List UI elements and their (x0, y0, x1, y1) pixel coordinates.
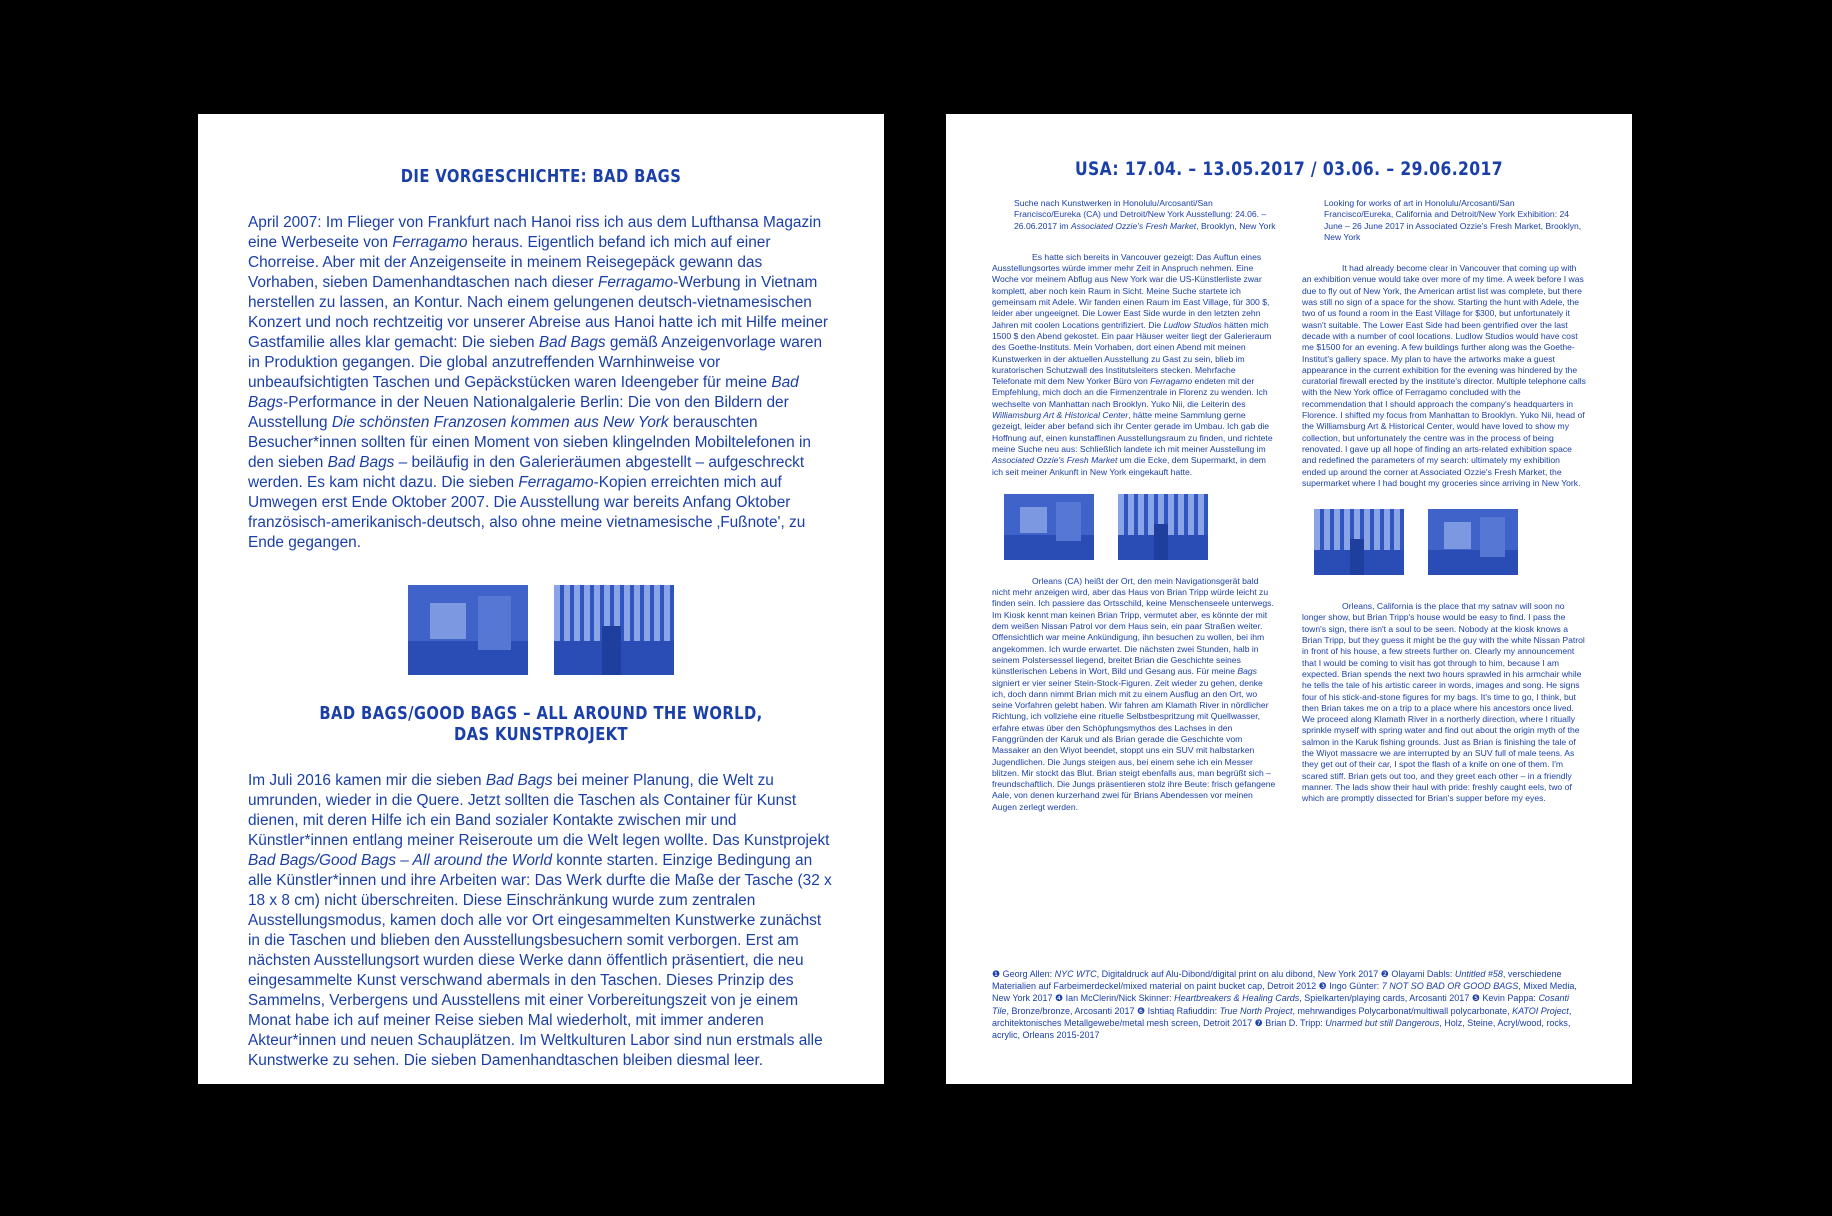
page-title: DIE VORGESCHICHTE: BAD BAGS (400, 166, 682, 187)
photo-market-aisle (1314, 509, 1404, 575)
photo-market-shelves (1118, 494, 1208, 560)
text-en-2: Orleans, California is the place that my satnav will soon no longer show, but Brian Tripp's house would be easy to find. I pass the town's sign, there isn't a soul to be seen. Nobody at the kiosk knows a Brian Tripp, but they guess it might be the guy with the white Nissan Patrol in front of his house, a few streets further on. Clearly my announcement that I would be coming to visit has got through to him, because I am expected. Brian spends the next two hours sprawled in his armchair while he tells the tale of his artistic career in words, images and song. He signs four of his stick-and-stone figures for my bags. It's time to go, I think, but then Brian takes me on a trip to a place where his ancestors once lived. We proceed along Klamath River in a northerly direction, where I ritually sprinkle myself with spring water and find out about the origin myth of the salmon in the Karuk fishing grounds. Just as Brian is finishing the tale of the Wiyot massacre we are interrupted by an SUV full of male teens. As they get out of their car, I spot the flash of a knife on one of them. I'm scared stiff. Brian gets out too, and they greet each other – in a friendly manner. The lads show their haul with pride: freshly caught eels, two of which are promptly dissected for Brian's supper before my eyes. (1302, 601, 1585, 804)
left-page (198, 114, 884, 1084)
right-page (946, 114, 1632, 1084)
intro-paragraph: April 2007: Im Flieger von Frankfurt nach Hanoi riss ich aus dem Lufthansa Magazin eine Werbeseite von Ferragamo heraus. Eigentlich befand ich mich auf einer Chorreise. Aber mit der Anzeigenseite in meinem Reisegepäck gewann das Vorhaben, sieben Damenhandtaschen nach dieser Ferragamo-Werbung in Vietnam herstellen zu lassen, an Kontur. Nach einem gelungenen deutsch-vietnamesischen Konzert und noch rechtzeitig vor unserer Abreise aus Hanoi hatte ich mit Hilfe meiner Gastfamilie alles klar gemacht: Die sieben Bad Bags gemäß Anzeigenvorlage waren in Produktion gegangen. Die global anzutreffenden Warnhinweise vor unbeaufsichtigten Taschen und Gepäckstücken waren Ideengeber für meine Bad Bags-Performance in der Neuen Nationalgalerie Berlin: Die von den Bildern der Ausstellung Die schönsten Franzosen kommen aus New York berauschten Besucher*innen sollten für einen Moment von sieben klingelnden Mobiltelefonen in den sieben Bad Bags – beiläufig in den Galerieräumen abgestellt – aufgeschreckt werden. Es kam nicht dazu. Die sieben Ferragamo-Kopien erreichten mich auf Umwegen erst Ende Oktober 2007. Die Ausstellung war bereits Anfang Oktober französisch-amerikanisch-deutsch, also ohne meine vietnamesische ‚Fußnote', zu Ende gegangen. (248, 214, 829, 551)
photo-market-shopper (1428, 509, 1518, 575)
two-column-text (992, 198, 1586, 813)
exhibition-info-de: Suche nach Kunstwerken in Honolulu/Arcosanti/San Francisco/Eureka (CA) und Detroit/New York Ausstellung: 24.06. – 26.06.2017 im Associated Ozzie's Fresh Market, Brooklyn, New York (1014, 198, 1276, 231)
text-en-1: It had already become clear in Vancouver that coming up with an exhibition venue would take over more of my time. A week before I was due to fly out of New York, the American artist list was complete, but there was still no sign of a space for the show. Starting the hunt with Adele, the two of us found a room in the East Village for $300, but unfortunately it wasn't suitable. The Lower East Side had been gentrified over the last decade with a number of cool locations. Ludlow Studios would have cost me $1500 for an evening. A few buildings further along was the Goethe-Institut's gallery space. My plan to have the artworks make a guest appearance in the current exhibition for the evening was hindered by the curatorial firewall erected by the institute's director. Multiple telephone calls with the New York office of Ferragamo concluded with the recommendation that I should approach the company's headquarters in Florence. I shifted my focus from Manhattan to Brooklyn. Yuko Nii, head of the Williamsburg Art & Historical Center, would have loved to show my collection, but unfortunately the centre was in the process of being renovated. I gave up all hope of finding an arts-related exhibition space and redefined the parameters of my search: ultimately my exhibition ended up around the corner at Associated Ozzie's Fresh Market, the supermarket where I had bought my groceries since arriving in New York. (1302, 263, 1586, 488)
photo-row (992, 494, 1276, 560)
page-title: USA: 17.04. – 13.05.2017 / 03.06. – 29.06.2017 (1074, 158, 1504, 180)
exhibition-info-en: Looking for works of art in Honolulu/Arcosanti/San Francisco/Eureka, California and Detroit/New York Exhibition: 24 June – 26 June 2017 in Associated Ozzie's Fresh Market, Brooklyn, New York (1324, 198, 1582, 242)
english-column (1302, 198, 1586, 813)
photo-row (1302, 509, 1586, 575)
photo-row (248, 585, 834, 675)
german-column (992, 198, 1276, 813)
section-heading: BAD BAGS/GOOD BAGS – ALL AROUND THE WORLD, DAS KUNSTPROJEKT (319, 703, 763, 745)
text-de-1: Es hatte sich bereits in Vancouver gezeigt: Das Auftun eines Ausstellungsortes würde immer mehr Zeit in Anspruch nehmen. Eine Woche vor meinem Abflug aus New York war die US-Künstlerliste zwar komplett, aber noch kein Raum in Sicht. Meine Suche startete ich gemeinsam mit Adele. Wir fanden einen Raum im East Village, für 300 $, leider aber ungeeignet. Die Lower East Side wurde in den letzten zehn Jahren mit coolen Locations gentrifiziert. Die Ludlow Studios hätten mich 1500 $ den Abend gekostet. Ein paar Häuser weiter liegt der Galerieraum des Goethe-Instituts. Mein Vorhaben, dort einen Abend mit meinen Kunstwerken in der aktuellen Ausstellung zu Gast zu sein, blieb im kuratorischen Schutzwall des Institutsleiters stecken. Mehrfache Telefonate mit dem New Yorker Büro von Ferragamo endeten mit der Empfehlung, mich doch an die Firmenzentrale in Florenz zu wenden. Ich wechselte von Manhattan nach Brooklyn. Yuko Nii, die Leiterin des Williamsburg Art & Historical Center, hätte meine Sammlung gerne gezeigt, leider aber befand sich ihr Center gerade im Umbau. Ich gab die Hoffnung auf, einen kunstaffinen Ausstellungsraum zu finden, und richtete meine Suche neu aus: Schließlich landete ich mit meiner Ausstellung im Associated Ozzie's Fresh Market um die Ecke, dem Supermarkt, in dem ich seit meiner Ankunft in New York eingekauft hatte. (992, 251, 1273, 477)
photo-supermarket-aisle (554, 585, 674, 675)
photo-market-front (1004, 494, 1094, 560)
photo-storefront (408, 585, 528, 675)
artwork-credits: ❶ Georg Allen: NYC WTC, Digitaldruck auf Alu-Dibond/digital print on alu dibond, New York 2017 ❷ Olayami Dabls: Untitled #58, verschiedene Materialien auf Farbeimerdeckel/mixed material on paint bucket cap, Detroit 2012 ❸ Ingo Günter: 7 NOT SO BAD OR GOOD BAGS, Mixed Media, New York 2017 ❹ Ian McClerin/Nick Skinner: Heartbreakers & Healing Cards, Spielkarten/playing cards, Arcosanti 2017 ❺ Kevin Pappa: Cosanti Tile, Bronze/bronze, Arcosanti 2017 ❻ Ishtiaq Rafiuddin: True North Project, mehrwandiges Polycarbonat/multiwall polycarbonate, KATOI Project, architektonisches Metallgewebe/metal mesh screen, Detroit 2017 ❼ Brian D. Tripp: Unarmed but still Dangerous, Holz, Steine, Acryl/wood, rocks, acrylic, Orleans 2015-2017 (992, 969, 1577, 1041)
text-de-2: Orleans (CA) heißt der Ort, den mein Navigationsgerät bald nicht mehr anzeigen wird, aber das Haus von Brian Tripp würde leicht zu finden sein. Ich passiere das Ortsschild, keine Menschenseele unterwegs. Im Kiosk kennt man keinen Brian Tripp, vermutet aber, es könnte der mit dem weißen Nissan Patrol vor dem Haus sein, ein paar Straßen weiter. Offensichtlich war meine Ankündigung, ihn besuchen zu wollen, bei ihm angekommen. Ich wurde erwartet. Die nächsten zwei Stunden, halb in seinem Polstersessel liegend, breitet Brian die Geschichte seines künstlerischen Lebens in Wort, Bild und Gesang aus. Für meine Bags signiert er vier seiner Stein-Stock-Figuren. Zeit wieder zu gehen, denke ich, doch dann nimmt Brian mich mit zu einem Ausflug an den Ort, wo seine Vorfahren gelebt haben. Wir fahren am Klamath River in nördlicher Richtung, ich vollziehe eine rituelle Selbstbespritzung mit Quellwasser, erfahre etwas über den Schöpfungsmythos des Lachses in den Fanggründen der Karuk und als Brian gerade die Geschichte vom Massaker an den Wiyot beendet, stoppt uns ein SUV mit halbstarken Jugendlichen. Die Jungs steigen aus, bei einem sehe ich ein Messer blitzen. Mir stockt das Blut. Brian steigt ebenfalls aus, man begrüßt sich – freundschaftlich. Die Jungs präsentieren stolz ihre Beute: frisch gefangene Aale, von denen kurzerhand zwei für Brians Abendessen vor meinen Augen zerlegt werden. (992, 575, 1276, 812)
project-paragraph: Im Juli 2016 kamen mir die sieben Bad Bags bei meiner Planung, die Welt zu umrunden, wieder in die Quere. Jetzt sollten die Taschen als Container für Kunst dienen, mit deren Hilfe ich ein Band sozialer Kontakte zwischen mir und Künstler*innen entlang meiner Reiseroute um die Welt legen wollte. Das Kunstprojekt Bad Bags/Good Bags – All around the World konnte starten. Einzige Bedingung an alle Künstler*innen und ihre Arbeiten war: Das Werk durfte die Maße der Tasche (32 x 18 x 8 cm) nicht überschreiten. Diese Einschränkung wurde zum zentralen Ausstellungsmodus, kamen doch alle vor Ort eingesammelten Kunstwerke zunächst in die Taschen und blieben den Ausstellungsbesuchern somit verborgen. Erst am nächsten Ausstellungsort wurden diese Werke dann öffentlich präsentiert, die neu eingesammelte Kunst verschwand abermals in den Taschen. Dieses Prinzip des Sammelns, Verbergens und Ausstellens mit einer Vorbereitungszeit von je einem Monat habe ich auf meiner Reise sieben Mal wiederholt, mit immer anderen Akteur*innen und neuen Schauplätzen. Im Weltkulturen Labor sind nun erstmals alle Kunstwerke zu sehen. Die sieben Damenhandtaschen bleiben diesmal leer. (248, 772, 832, 1069)
